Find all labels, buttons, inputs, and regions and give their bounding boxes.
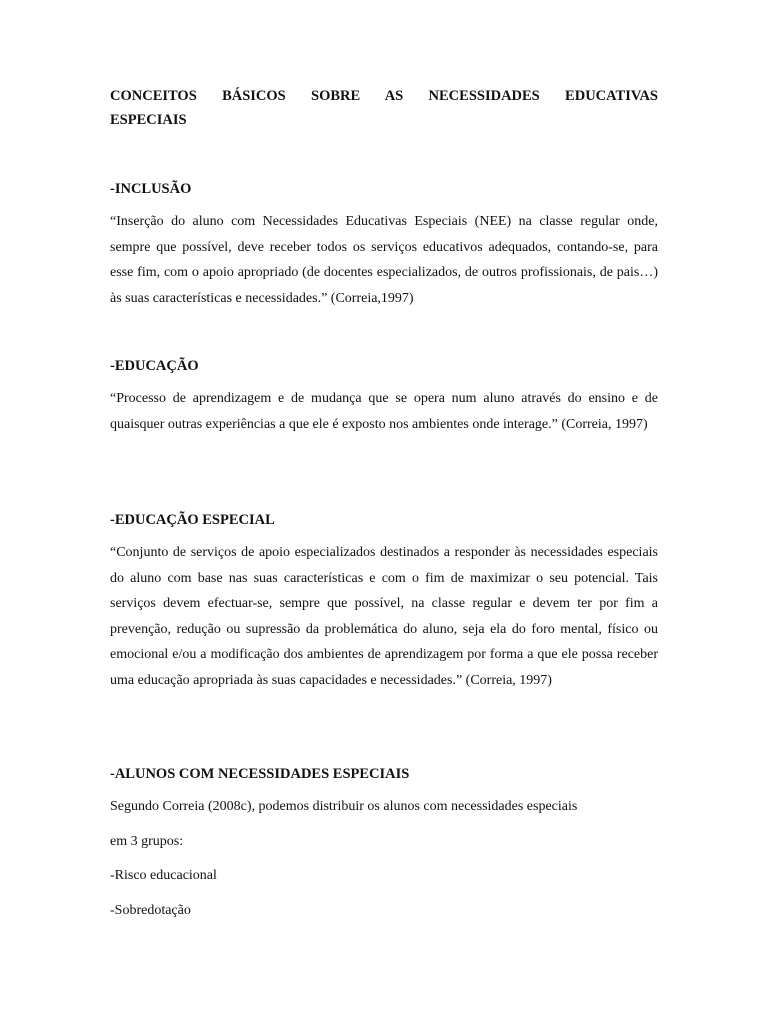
document-content — [110, 84, 658, 918]
heading-educacao-especial: -EDUCAÇÃO ESPECIAL — [110, 512, 275, 528]
document-title-line-1: CONCEITOS BÁSICOS SOBRE AS NECESSIDADES EDUCATIVAS — [110, 88, 658, 104]
heading-inclusao: -INCLUSÃO — [110, 181, 192, 197]
alunos-list-item: -Sobredotação — [110, 903, 191, 918]
alunos-text-line: em 3 grupos: — [110, 834, 184, 849]
document-title — [110, 84, 658, 132]
heading-alunos-necessidades-especiais: -ALUNOS COM NECESSIDADES ESPECIAIS — [110, 766, 410, 782]
document-title-line-2: ESPECIAIS — [110, 112, 187, 128]
paragraph-inclusao: “Inserção do aluno com Necessidades Educativas Especiais (NEE) na classe regular onde, sempre que possível, deve receber todos os serviços educativos adequados, contando-se, para esse fim, com o apoio apropriado (de docentes especializados, de outros profissionais, de pais…) às suas características e necessidades.” (Correia,1997) — [110, 214, 658, 306]
alunos-text-line: Segundo Correia (2008c), podemos distribuir os alunos com necessidades especiais — [110, 799, 578, 814]
heading-educacao: -EDUCAÇÃO — [110, 358, 199, 374]
paragraph-educacao-especial: “Conjunto de serviços de apoio especializados destinados a responder às necessidades especiais do aluno com base nas suas características e com o fim de maximizar o seu potencial. Tais serviços devem efectuar-se, sempre que possível, na classe regular e devem ter por fim a prevenção, redução ou supressão da problemática do aluno, seja ela do foro mental, físico ou emocional e/ou a modificação dos ambientes de aprendizagem por forma a que ele possa receber uma educação apropriada às suas capacidades e necessidades.” (Correia, 1997) — [110, 545, 658, 688]
paragraph-educacao: “Processo de aprendizagem e de mudança que se opera num aluno através do ensino e de quaisquer outras experiências a que ele é exposto nos ambientes onde interage.” (Correia, 1997) — [110, 391, 658, 432]
alunos-list-item: -Risco educacional — [110, 868, 217, 883]
